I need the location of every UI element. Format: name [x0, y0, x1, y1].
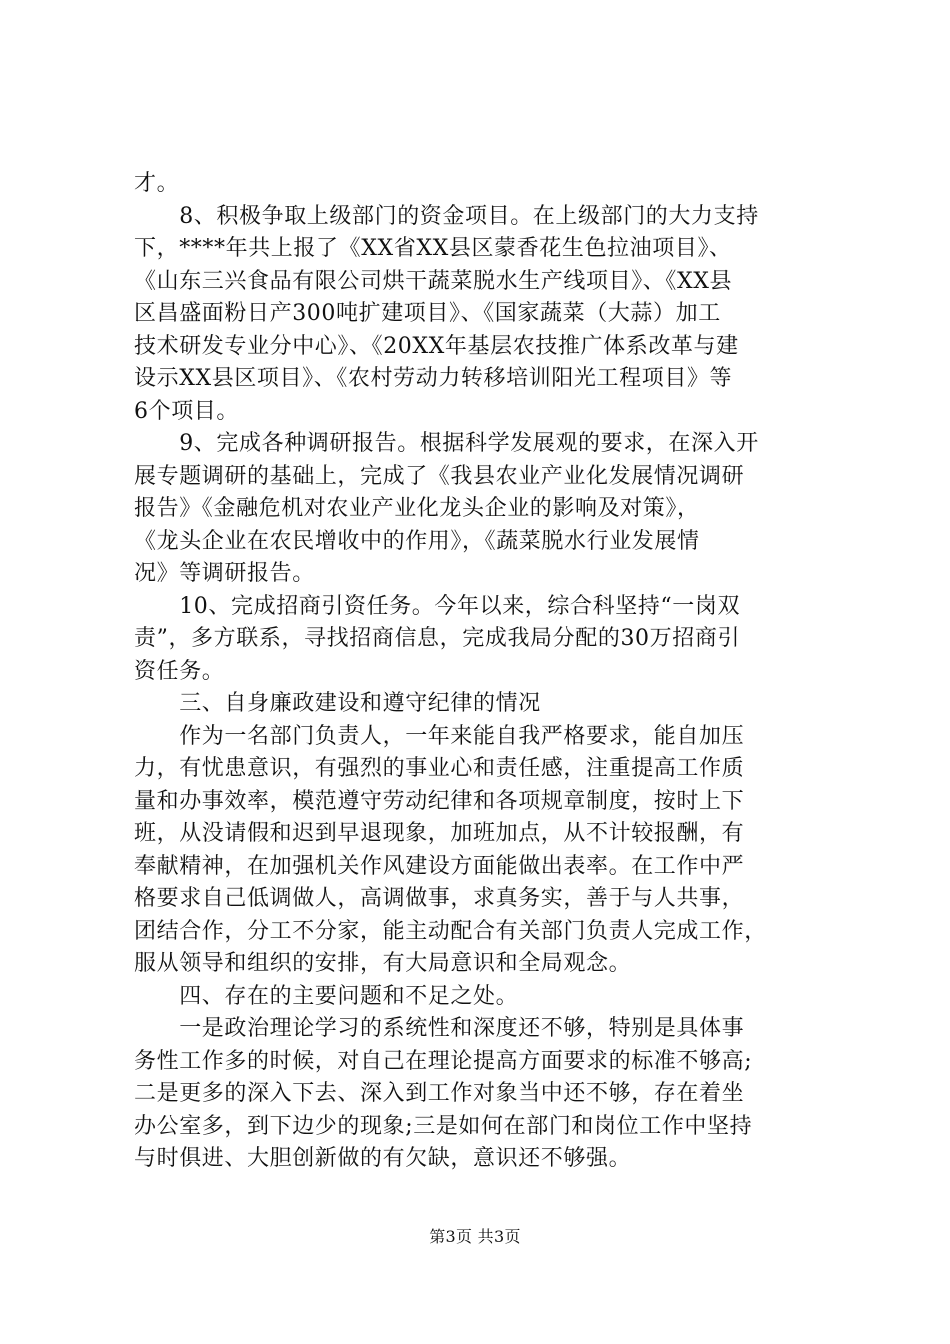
- text-line: 班，从没请假和迟到早退现象，加班加点，从不计较报酬，有: [134, 821, 745, 846]
- text-line: 办公室多，到下边少的现象;三是如何在部门和岗位工作中坚持: [134, 1113, 753, 1139]
- text-line: 量和办事效率，模范遵守劳动纪律和各项规章制度，按时上下: [134, 788, 745, 814]
- text-line: 奉献精神，在加强机关作风建设方面能做出表率。在工作中严: [134, 853, 745, 879]
- text-line: 展专题调研的基础上，完成了《我县农业产业化发展情况调研: [134, 463, 745, 489]
- text-line: 设示XX县区项目》、《农村劳动力转移培训阳光工程项目》等: [134, 366, 733, 391]
- section-heading: 四、存在的主要问题和不足之处。: [134, 983, 519, 1009]
- text-line: 况》等调研报告。: [134, 561, 315, 586]
- text-line: 《山东三兴食品有限公司烘干蔬菜脱水生产线项目》、《XX县: [134, 268, 733, 294]
- text-line: 团结合作，分工不分家，能主动配合有关部门负责人完成工作，: [134, 918, 767, 944]
- text-line: 责”，多方联系，寻找招商信息，完成我局分配的30万招商引: [134, 626, 741, 651]
- page-number-footer: 第3页 共3页: [429, 1227, 521, 1246]
- text-line: 《龙头企业在农民增收中的作用》，《蔬菜脱水行业发展情: [134, 528, 700, 554]
- text-line: 二是更多的深入下去、深入到工作对象当中还不够，存在着坐: [134, 1081, 745, 1106]
- text-line: 6个项目。: [134, 398, 239, 424]
- text-line: 与时俱进、大胆创新做的有欠缺，意识还不够强。: [134, 1146, 632, 1171]
- text-line: 9、完成各种调研报告。根据科学发展观的要求，在深入开: [134, 431, 759, 456]
- text-line: 报告》《金融危机对农业产业化龙头企业的影响及对策》，: [134, 496, 700, 521]
- text-line: 格要求自己低调做人，高调做事，求真务实，善于与人共事，: [134, 886, 745, 911]
- text-line: 才。: [134, 171, 180, 196]
- text-line: 作为一名部门负责人，一年来能自我严格要求，能自加压: [134, 723, 745, 749]
- text-line: 区昌盛面粉日产300吨扩建项目》、《国家蔬菜（大蒜）加工: [134, 301, 721, 326]
- document-body: [134, 168, 824, 1176]
- text-line: 技术研发专业分中心》、《20XX年基层农技推广体系改革与建: [134, 333, 739, 359]
- text-line: 务性工作多的时候，对自己在理论提高方面要求的标准不够高;: [134, 1048, 753, 1074]
- text-line: 一是政治理论学习的系统性和深度还不够，特别是具体事: [134, 1016, 745, 1041]
- text-line: 力，有忧患意识，有强烈的事业心和责任感，注重提高工作质: [134, 756, 745, 781]
- text-line: 下，****年共上报了《XX省XX县区蒙香花生色拉油项目》、: [134, 236, 732, 261]
- text-line: 服从领导和组织的安排，有大局意识和全局观念。: [134, 951, 632, 976]
- section-heading: 三、自身廉政建设和遵守纪律的情况: [134, 691, 541, 716]
- text-line: 10、完成招商引资任务。今年以来，综合科坚持“一岗双: [134, 593, 741, 619]
- text-line: 资任务。: [134, 658, 225, 684]
- text-line: 8、积极争取上级部门的资金项目。在上级部门的大力支持: [134, 203, 759, 229]
